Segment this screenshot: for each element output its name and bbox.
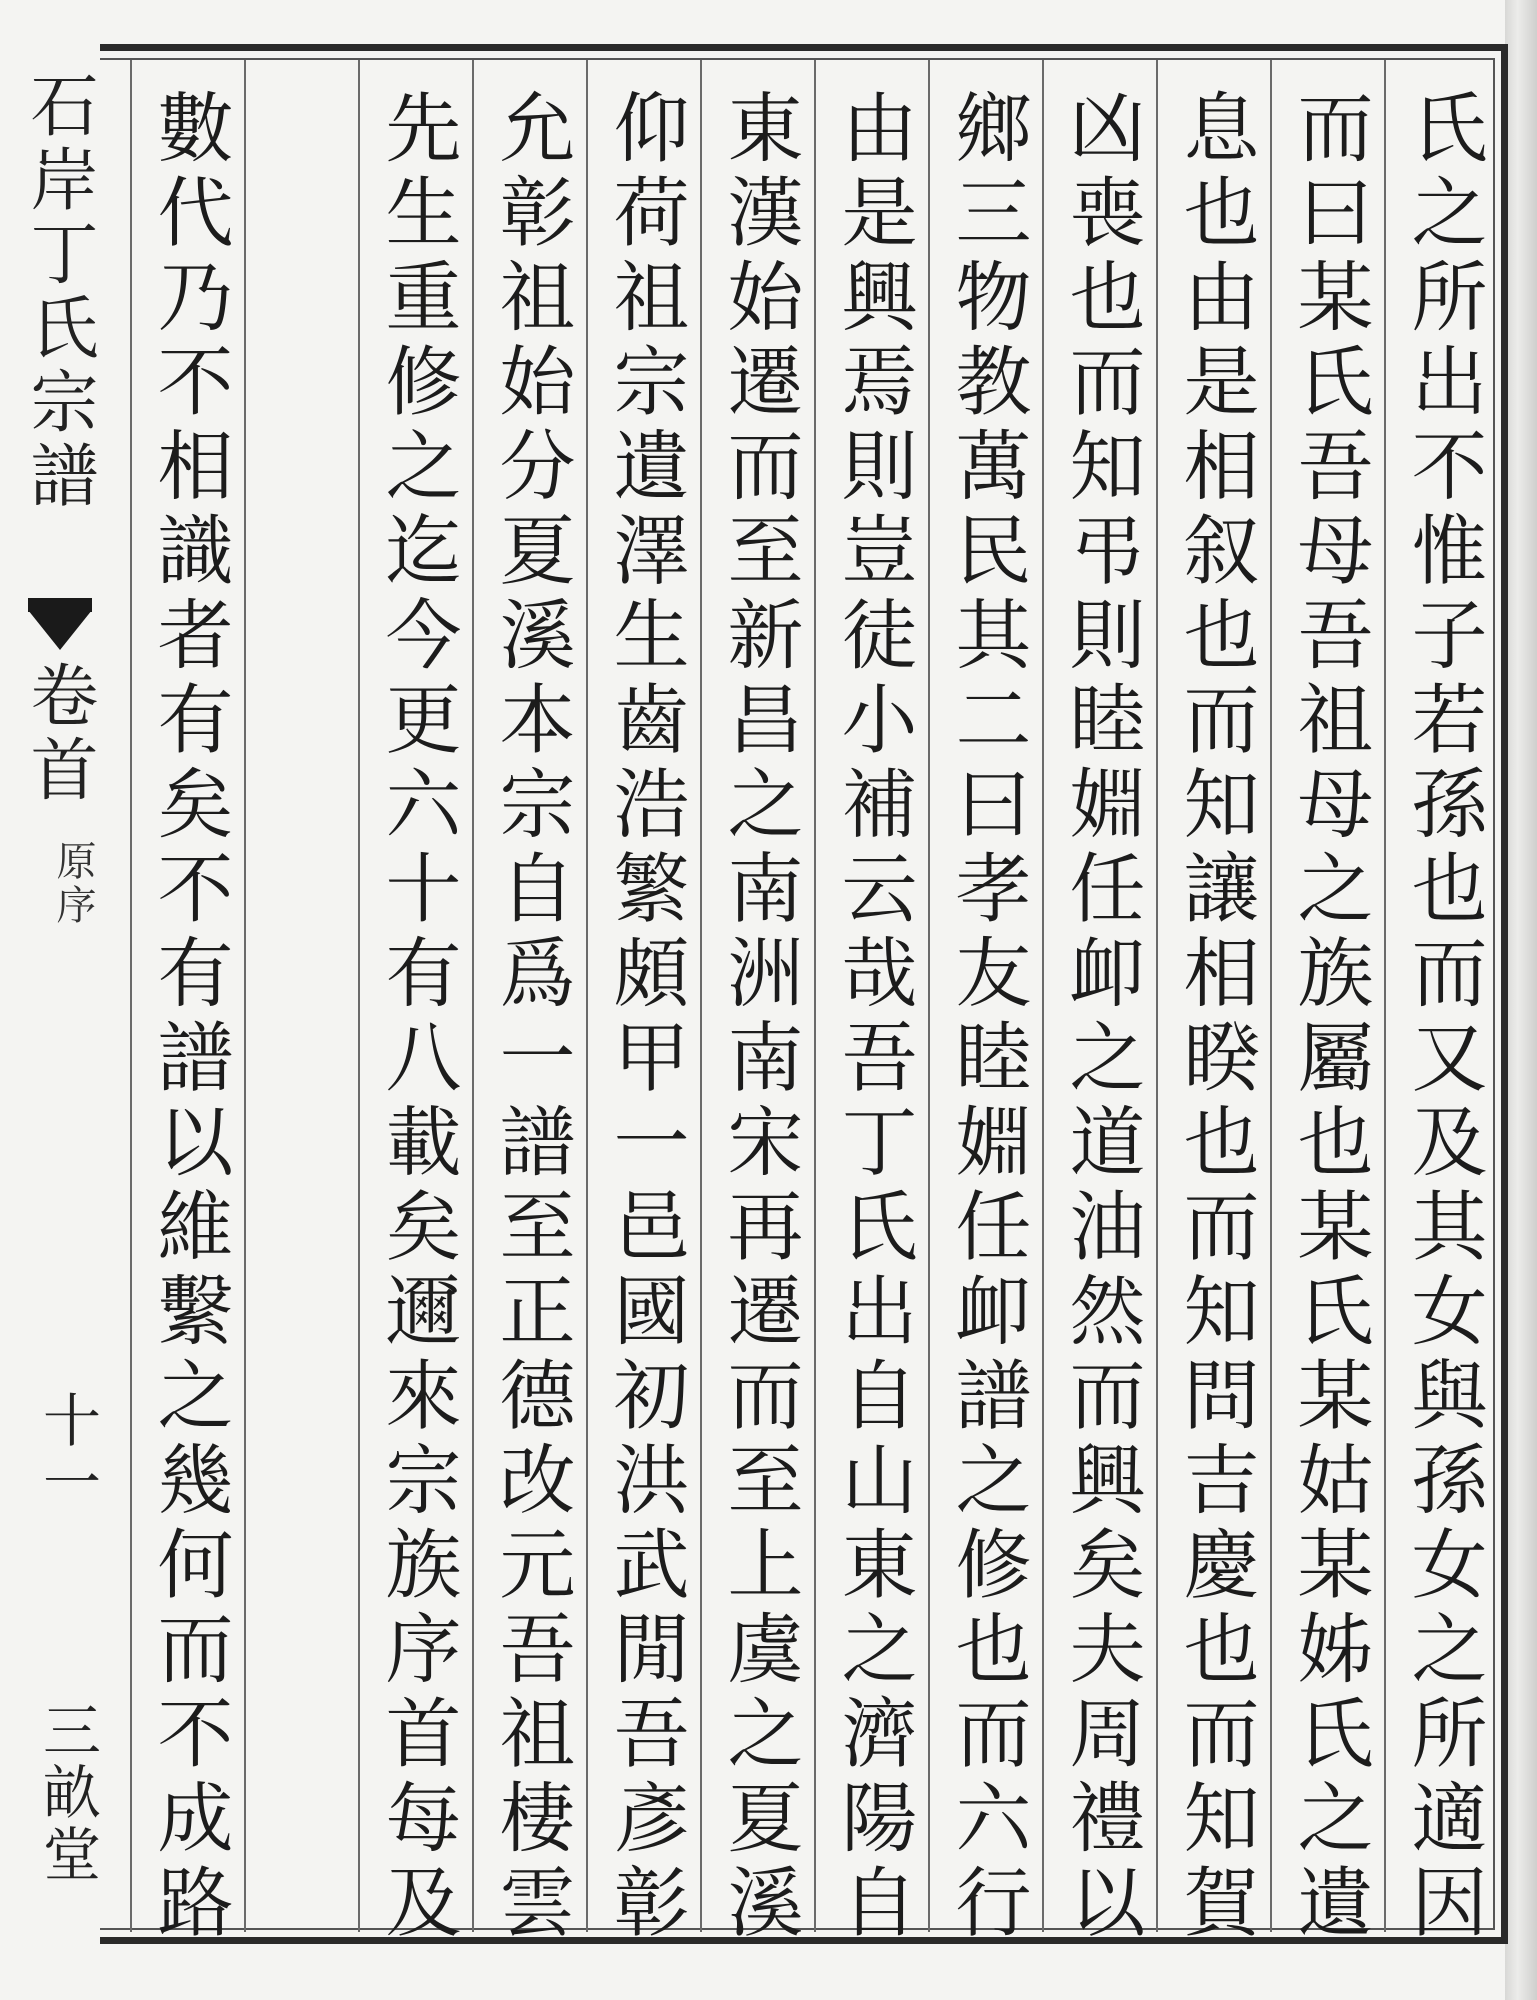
text-column-6: 由是興焉則豈徒小補云哉吾丁氏出自山東之濟陽自 <box>829 88 918 1947</box>
column-rule <box>1270 60 1272 1932</box>
text-column-1: 氏之所出不惟子若孫也而又及其女與孫女之所適因 <box>1399 88 1488 1947</box>
text-column-11: 數代乃不相識者有矣不有譜以維繫之幾何而不成路 <box>145 88 234 1947</box>
column-rule <box>1384 60 1386 1932</box>
text-column-2: 而曰某氏吾母吾祖母之族屬也某氏某姑某姊氏之遺 <box>1285 88 1374 1947</box>
section-label: 原序 <box>50 840 96 928</box>
column-rule <box>244 60 246 1932</box>
text-column-9: 允彰祖始分夏溪本宗自爲一譜至正德改元吾祖棲雲 <box>487 88 576 1947</box>
fishtail-icon <box>28 610 92 650</box>
column-rule <box>586 60 588 1932</box>
column-rule <box>814 60 816 1932</box>
column-rule <box>130 60 132 1932</box>
page-edge <box>1505 0 1537 2000</box>
volume-label: 卷首 <box>19 660 98 808</box>
column-rule <box>928 60 930 1932</box>
text-column-4: 凶喪也而知弔則睦婣任卹之道油然而興矣夫周禮以 <box>1057 88 1146 1947</box>
page-number: 十一 <box>33 1390 101 1514</box>
column-rule <box>700 60 702 1932</box>
book-title: 石岸丁氏宗譜 <box>19 70 98 514</box>
column-rule <box>1042 60 1044 1932</box>
column-rule <box>1156 60 1158 1932</box>
text-column-8: 仰荷祖宗遺澤生齒浩繁頗甲一邑國初洪武閒吾彥彰 <box>601 88 690 1947</box>
column-rule <box>472 60 474 1932</box>
hall-name: 三畝堂 <box>33 1700 101 1886</box>
column-rule <box>358 60 360 1932</box>
text-column-7: 東漢始遷而至新昌之南洲南宋再遷而至上虞之夏溪 <box>715 88 804 1947</box>
text-column-10: 先生重修之迄今更六十有八載矣邇來宗族序首每及 <box>373 88 462 1947</box>
text-column-5: 鄉三物教萬民其二曰孝友睦婣任卹譜之修也而六行 <box>943 88 1032 1947</box>
text-column-3: 息也由是相叙也而知讓相睽也而知問吉慶也而知賀 <box>1171 88 1260 1947</box>
